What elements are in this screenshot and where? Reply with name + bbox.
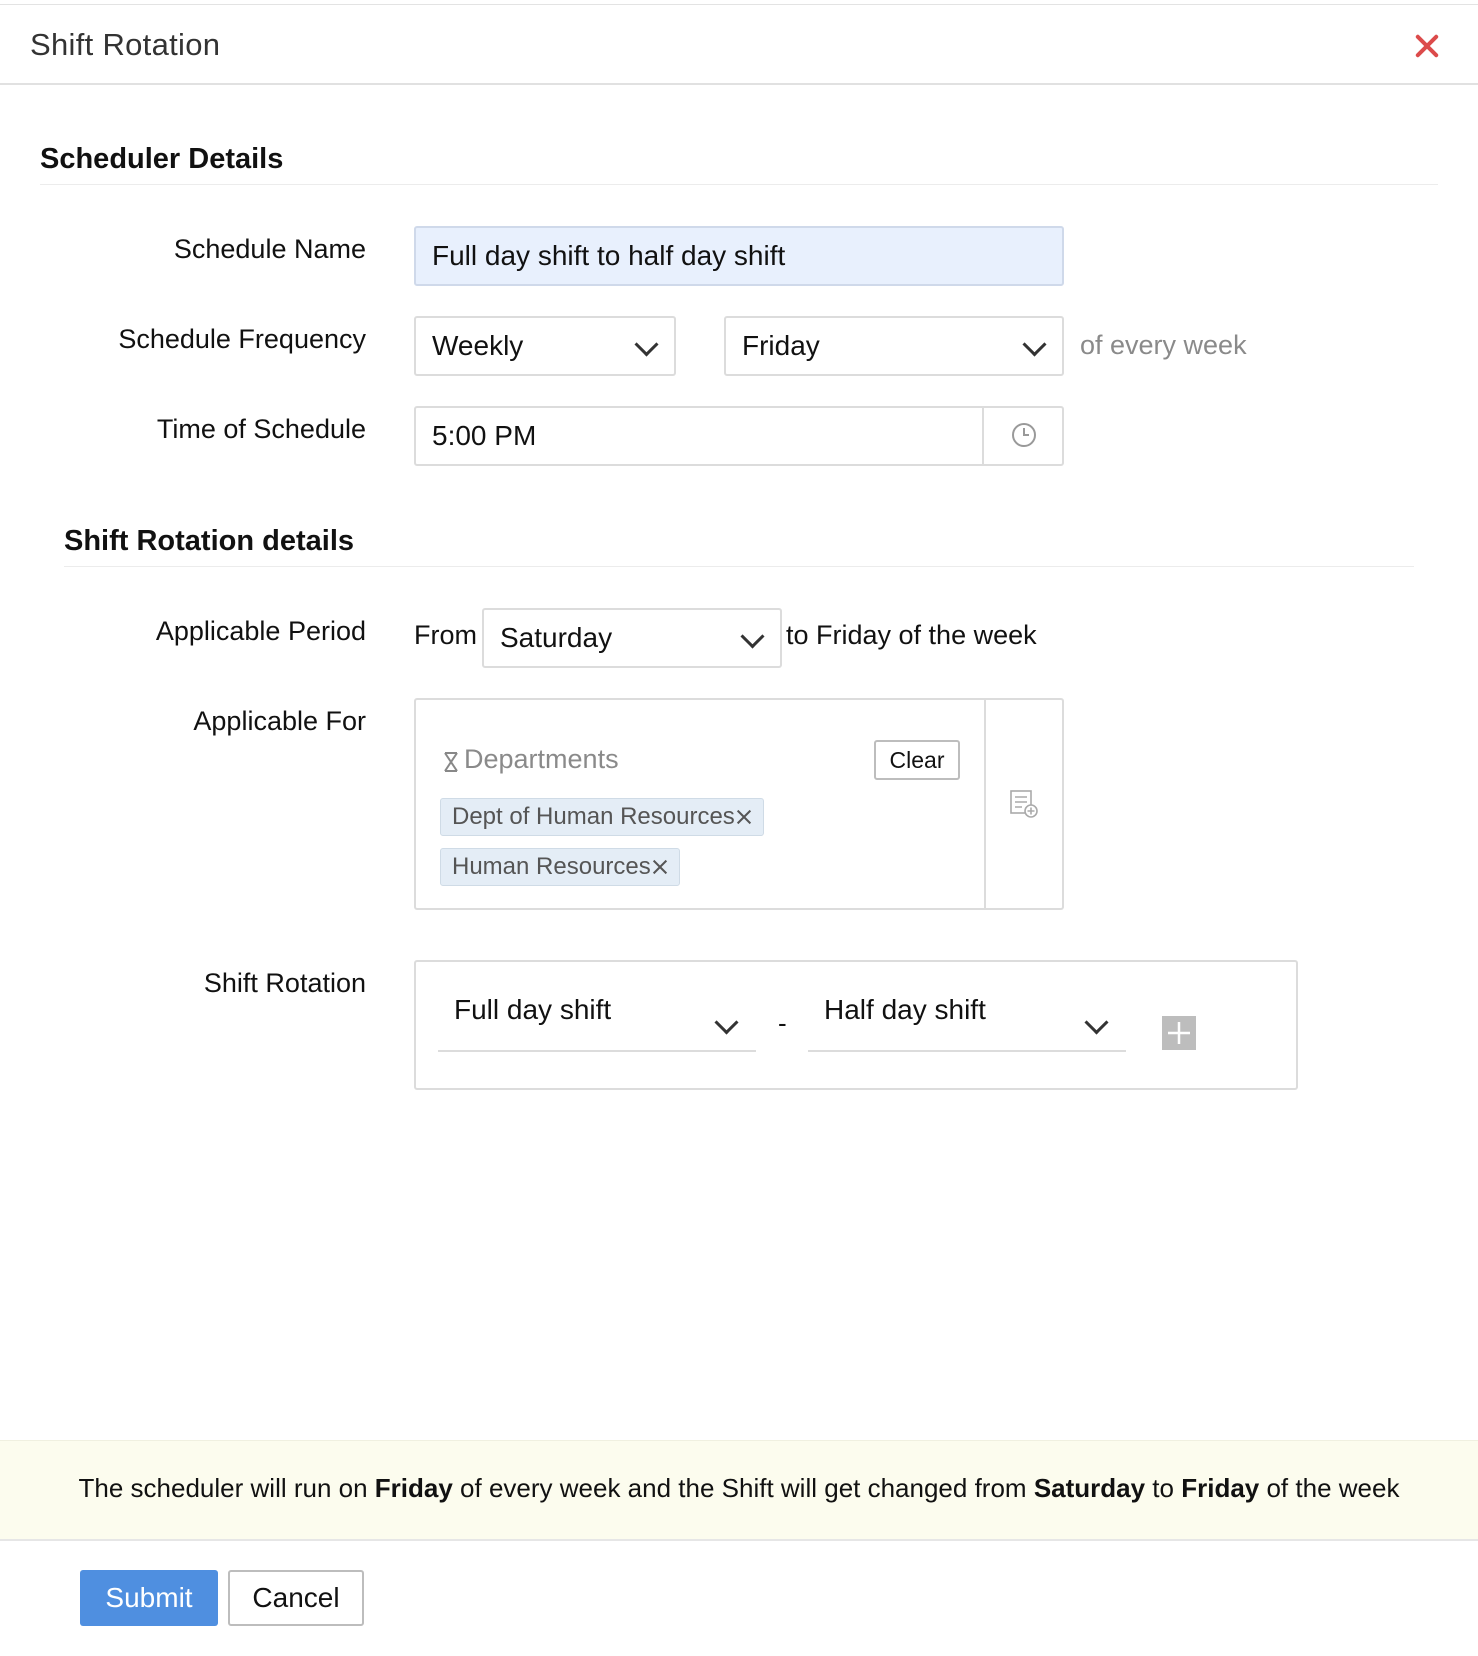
dialog-title: Shift Rotation (30, 27, 221, 62)
chip-dept-of-human-resources (440, 798, 764, 836)
departments-group-label: Departments (464, 744, 619, 774)
section-divider (40, 184, 1438, 185)
frequency-suffix: of every week (1080, 330, 1247, 360)
chevron-down-icon (1022, 332, 1046, 356)
chevron-down-icon (740, 624, 764, 648)
schedule-name-value: Full day shift to half day shift (432, 240, 786, 271)
shift-separator: - (778, 1008, 787, 1038)
to-shift-value: Half day shift (824, 994, 986, 1025)
day-select[interactable] (724, 316, 1064, 376)
applicable-period-label: Applicable Period (155, 616, 366, 646)
notice-to-day: Friday (1181, 1473, 1260, 1503)
plus-icon[interactable] (1162, 1016, 1196, 1050)
from-shift-value: Full day shift (454, 994, 612, 1025)
collapse-icon[interactable] (442, 750, 460, 774)
section-divider (64, 566, 1414, 567)
notice-from-day: Saturday (1033, 1473, 1146, 1503)
to-shift-select[interactable] (808, 994, 1126, 1052)
clear-button[interactable]: Clear (874, 740, 960, 780)
from-day-select[interactable] (482, 608, 782, 668)
chip-label: Dept of Human Resources (452, 803, 735, 830)
notice-text: of every week and the Shift will get changed from (452, 1473, 1034, 1503)
chip-human-resources (440, 848, 680, 886)
chip-label: Human Resources (452, 853, 651, 880)
applicable-for-label: Applicable For (193, 706, 366, 736)
shift-rotation-box (414, 960, 1298, 1090)
shift-rotation-details-heading: Shift Rotation details (64, 525, 354, 557)
notice-day: Friday (374, 1473, 453, 1503)
day-value: Friday (742, 330, 820, 361)
scheduler-details-heading: Scheduler Details (40, 143, 284, 175)
period-suffix: to Friday of the week (786, 620, 1037, 650)
notice-text: of the week (1259, 1473, 1400, 1503)
chevron-down-icon (1084, 1010, 1108, 1034)
schedule-name-input[interactable] (414, 226, 1064, 286)
from-day-value: Saturday (500, 622, 613, 653)
notice-text: The scheduler will run on (78, 1473, 375, 1503)
from-shift-select[interactable] (438, 994, 756, 1052)
time-input[interactable] (414, 406, 1064, 466)
frequency-value: Weekly (432, 330, 524, 361)
chevron-down-icon (634, 332, 658, 356)
dialog-header (0, 4, 1478, 85)
close-icon[interactable] (1412, 31, 1442, 61)
schedule-frequency-label: Schedule Frequency (118, 324, 366, 354)
list-add-icon (1008, 788, 1040, 820)
schedule-summary-notice (0, 1440, 1478, 1541)
applicable-for-box (414, 698, 1064, 910)
shift-rotation-label: Shift Rotation (203, 968, 366, 998)
schedule-name-label: Schedule Name (173, 234, 366, 264)
notice-text: to (1145, 1473, 1182, 1503)
from-label: From (414, 620, 477, 650)
remove-chip-icon[interactable] (735, 808, 753, 826)
clock-icon (1010, 421, 1038, 449)
clock-button[interactable] (982, 408, 1064, 464)
add-selection-button[interactable] (984, 700, 1064, 908)
remove-chip-icon[interactable] (651, 858, 669, 876)
submit-button[interactable]: Submit (80, 1570, 218, 1626)
chevron-down-icon (714, 1010, 738, 1034)
cancel-button[interactable]: Cancel (228, 1570, 364, 1626)
time-value: 5:00 PM (432, 420, 537, 451)
time-of-schedule-label: Time of Schedule (156, 414, 366, 444)
frequency-select[interactable] (414, 316, 676, 376)
